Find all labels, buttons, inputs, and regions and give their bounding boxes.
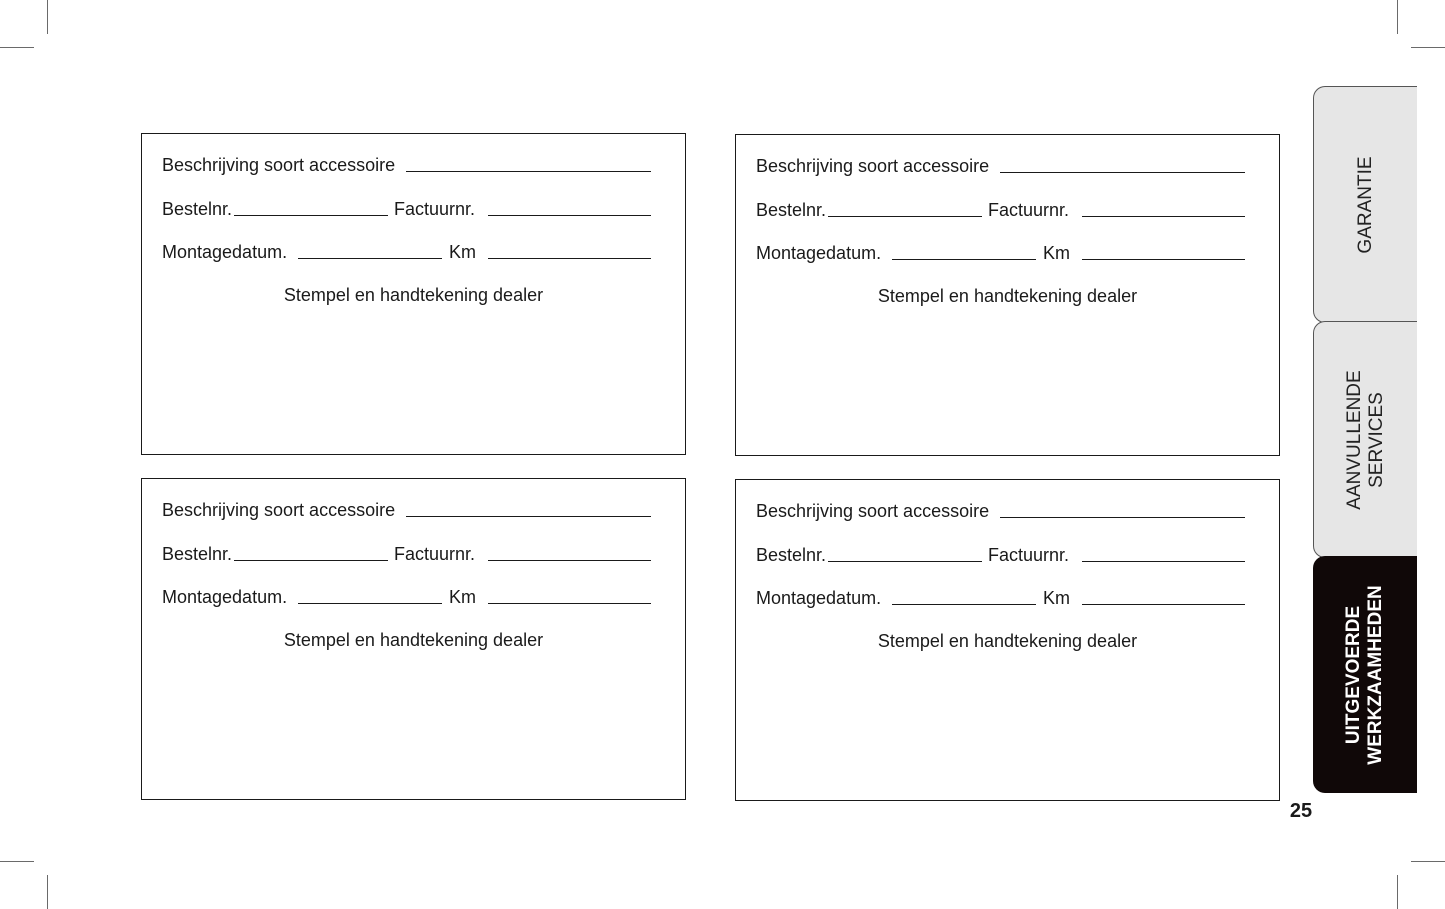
km-field-line[interactable]	[1082, 259, 1245, 260]
mount-date-label: Montagedatum.	[756, 588, 882, 608]
invoice-number-label: Factuurnr.	[394, 544, 476, 564]
invoice-number-field-line[interactable]	[1082, 561, 1245, 562]
mount-date-field-line[interactable]	[298, 603, 442, 604]
crop-mark	[0, 861, 34, 862]
order-number-label: Bestelnr.	[756, 200, 827, 220]
crop-mark	[1397, 0, 1398, 34]
mount-date-label: Montagedatum.	[162, 242, 288, 262]
mount-date-field-line[interactable]	[892, 259, 1036, 260]
description-field-line[interactable]	[406, 516, 651, 517]
accessory-record-card	[141, 133, 686, 455]
crop-mark	[1411, 861, 1445, 862]
tab-label: UITGEVOERDE WERKZAAMHEDEN	[1343, 584, 1386, 765]
order-number-field-line[interactable]	[234, 560, 388, 561]
invoice-number-field-line[interactable]	[1082, 216, 1245, 217]
invoice-number-label: Factuurnr.	[988, 545, 1070, 565]
order-number-label: Bestelnr.	[162, 199, 233, 219]
km-field-line[interactable]	[488, 603, 651, 604]
km-label: Km	[449, 587, 476, 607]
mount-date-field-line[interactable]	[298, 258, 442, 259]
tab-garantie[interactable]	[1313, 86, 1417, 323]
dealer-stamp-label: Stempel en handtekening dealer	[877, 631, 1138, 651]
km-field-line[interactable]	[1082, 604, 1245, 605]
order-number-label: Bestelnr.	[162, 544, 233, 564]
km-label: Km	[449, 242, 476, 262]
crop-mark	[1411, 47, 1445, 48]
invoice-number-field-line[interactable]	[488, 560, 651, 561]
mount-date-label: Montagedatum.	[162, 587, 288, 607]
tab-aanvullende-services[interactable]	[1313, 321, 1417, 558]
description-label: Beschrijving soort accessoire	[162, 155, 396, 175]
description-field-line[interactable]	[406, 171, 651, 172]
invoice-number-label: Factuurnr.	[394, 199, 476, 219]
description-field-line[interactable]	[1000, 172, 1245, 173]
description-label: Beschrijving soort accessoire	[162, 500, 396, 520]
tab-label: AANVULLENDE SERVICES	[1343, 369, 1387, 510]
crop-mark	[0, 47, 34, 48]
accessory-record-card	[735, 479, 1280, 801]
dealer-stamp-label: Stempel en handtekening dealer	[283, 285, 544, 305]
tab-label: GARANTIE	[1354, 155, 1376, 254]
crop-mark	[47, 875, 48, 909]
order-number-field-line[interactable]	[828, 216, 982, 217]
order-number-label: Bestelnr.	[756, 545, 827, 565]
crop-mark	[47, 0, 48, 34]
mount-date-field-line[interactable]	[892, 604, 1036, 605]
order-number-field-line[interactable]	[828, 561, 982, 562]
description-label: Beschrijving soort accessoire	[756, 156, 990, 176]
order-number-field-line[interactable]	[234, 215, 388, 216]
km-field-line[interactable]	[488, 258, 651, 259]
description-label: Beschrijving soort accessoire	[756, 501, 990, 521]
dealer-stamp-label: Stempel en handtekening dealer	[283, 630, 544, 650]
tab-uitgevoerde-werkzaamheden[interactable]	[1313, 556, 1417, 793]
invoice-number-label: Factuurnr.	[988, 200, 1070, 220]
mount-date-label: Montagedatum.	[756, 243, 882, 263]
accessory-record-card	[735, 134, 1280, 456]
crop-mark	[1397, 875, 1398, 909]
accessory-record-card	[141, 478, 686, 800]
km-label: Km	[1043, 243, 1070, 263]
description-field-line[interactable]	[1000, 517, 1245, 518]
invoice-number-field-line[interactable]	[488, 215, 651, 216]
dealer-stamp-label: Stempel en handtekening dealer	[877, 286, 1138, 306]
km-label: Km	[1043, 588, 1070, 608]
page-number: 25	[1289, 800, 1313, 822]
